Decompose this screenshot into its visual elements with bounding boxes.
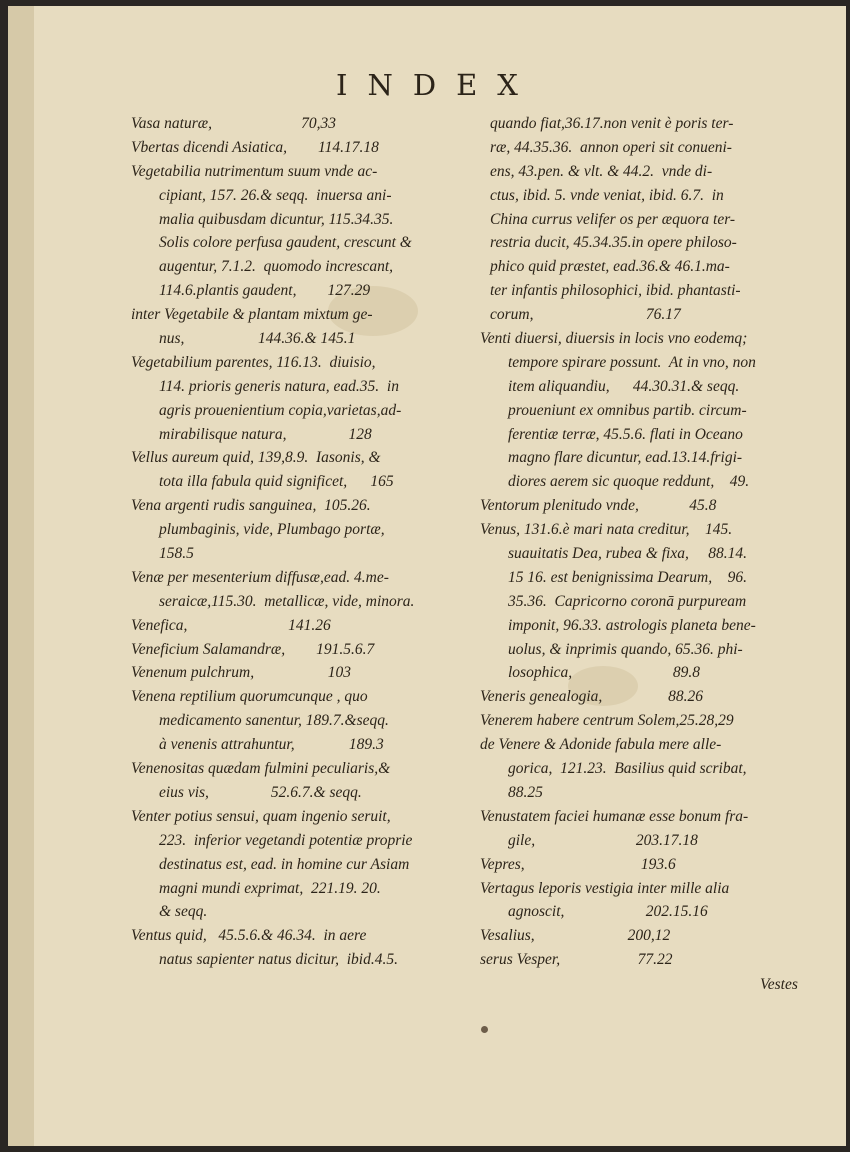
index-line: diores aerem sic quoque reddunt, 49. bbox=[508, 473, 750, 491]
index-line: tempore spirare possunt. At in vno, non bbox=[508, 353, 756, 371]
index-line: 114.6.plantis gaudent, 127.29 bbox=[159, 282, 371, 300]
index-line: Vertagus leporis vestigia inter mille alia bbox=[480, 879, 730, 897]
index-line: medicamento sanentur, 189.7.&seqq. bbox=[159, 712, 389, 730]
index-line: plumbaginis, vide, Plumbago portæ, bbox=[159, 521, 385, 539]
index-line: ens, 43.pen. & vlt. & 44.2. vnde di- bbox=[490, 162, 713, 180]
index-line: Venerem habere centrum Solem,25.28,29 bbox=[480, 712, 734, 730]
index-line: Solis colore perfusa gaudent, crescunt & bbox=[159, 234, 412, 252]
index-line: inter Vegetabile & plantam mixtum ge- bbox=[131, 306, 373, 324]
index-line: China currus velifer os per æquora ter- bbox=[490, 210, 736, 228]
index-line: uolus, & inprimis quando, 65.36. phi- bbox=[508, 640, 743, 658]
index-line: Venenum pulchrum, 103 bbox=[131, 664, 351, 682]
index-line: 223. inferior vegetandi potentiæ proprie bbox=[159, 831, 413, 849]
index-line: destinatus est, ead. in homine cur Asiam bbox=[159, 855, 410, 873]
index-line: Venæ per mesenterium diffusæ,ead. 4.me- bbox=[131, 568, 389, 586]
index-line: agnoscit, 202.15.16 bbox=[508, 903, 708, 921]
index-line: Veneris genealogia, 88.26 bbox=[480, 688, 704, 706]
index-line: 88.25 bbox=[508, 783, 543, 801]
index-line: augentur, 7.1.2. quomodo increscant, bbox=[159, 258, 394, 276]
index-line: malia quibusdam dicuntur, 115.34.35. bbox=[159, 210, 394, 228]
index-line: ferentiæ terræ, 45.5.6. flati in Oceano bbox=[508, 425, 743, 443]
index-line: cipiant, 157. 26.& seqq. inuersa ani- bbox=[159, 186, 392, 204]
index-line: restria ducit, 45.34.35.in opere philoso- bbox=[490, 234, 737, 252]
index-line: à venenis attrahuntur, 189.3 bbox=[159, 736, 384, 754]
index-line: Vbertas dicendi Asiatica, 114.17.18 bbox=[131, 138, 379, 156]
index-line: Venenositas quædam fulmini peculiaris,& bbox=[131, 760, 391, 778]
index-line: gile, 203.17.18 bbox=[508, 831, 698, 849]
index-line: eius vis, 52.6.7.& seqq. bbox=[159, 783, 362, 801]
index-line: gorica, 121.23. Basilius quid scribat, bbox=[508, 760, 747, 778]
index-line: Vellus aureum quid, 139,8.9. Iasonis, & bbox=[131, 449, 381, 467]
index-line: agris prouenientium copia,varietas,ad- bbox=[159, 401, 402, 419]
index-line: Ventorum plenitudo vnde, 45.8 bbox=[480, 497, 717, 515]
book-page bbox=[8, 6, 846, 1146]
index-line: 114. prioris generis natura, ead.35. in bbox=[159, 377, 399, 395]
index-line: Venter potius sensui, quam ingenio seruit, bbox=[131, 807, 391, 825]
index-line: nus, 144.36.& 145.1 bbox=[159, 330, 356, 348]
index-line: ctus, ibid. 5. vnde veniat, ibid. 6.7. in bbox=[490, 186, 724, 204]
index-line: 158.5 bbox=[159, 545, 194, 563]
index-column-right bbox=[480, 112, 804, 972]
index-line: ræ, 44.35.36. annon operi sit conueni- bbox=[490, 138, 732, 156]
index-line: seraicæ,115.30. metallicæ, vide, minora. bbox=[159, 592, 415, 610]
index-line: Venus, 131.6.è mari nata creditur, 145. bbox=[480, 521, 733, 539]
index-line: serus Vesper, 77.22 bbox=[480, 951, 673, 969]
index-line: natus sapienter natus dicitur, ibid.4.5. bbox=[159, 951, 398, 969]
index-line: suauitatis Dea, rubea & fixa, 88.14. bbox=[508, 545, 747, 563]
index-line: Ventus quid, 45.5.6.& 46.34. in aere bbox=[131, 927, 367, 945]
index-line: Vepres, 193.6 bbox=[480, 855, 676, 873]
index-line: ter infantis philosophici, ibid. phantasti- bbox=[490, 282, 741, 300]
index-line: Venena reptilium quorumcunque , quo bbox=[131, 688, 368, 706]
page-title: INDEX bbox=[336, 68, 538, 102]
index-line: & seqq. bbox=[159, 903, 208, 921]
index-line: mirabilisque natura, 128 bbox=[159, 425, 372, 443]
index-line: phico quid præstet, ead.36.& 46.1.ma- bbox=[490, 258, 730, 276]
index-column-left bbox=[131, 112, 457, 972]
index-line: item aliquandiu, 44.30.31.& seqq. bbox=[508, 377, 740, 395]
index-line: quando fiat,36.17.non venit è poris ter- bbox=[490, 115, 734, 132]
index-line: losophica, 89.8 bbox=[508, 664, 701, 682]
index-line: 15 16. est benignissima Dearum, 96. bbox=[508, 568, 747, 586]
index-line: Venefica, 141.26 bbox=[131, 616, 331, 634]
index-line: Venustatem faciei humanæ esse bonum fra- bbox=[480, 807, 749, 825]
index-line: 35.36. Capricorno coronā purpuream bbox=[508, 592, 747, 610]
index-line: Veneficium Salamandræ, 191.5.6.7 bbox=[131, 640, 375, 658]
index-line: Vena argenti rudis sanguinea, 105.26. bbox=[131, 497, 371, 515]
index-line: de Venere & Adonide fabula mere alle- bbox=[480, 736, 722, 754]
index-line: tota illa fabula quid significet, 165 bbox=[159, 473, 394, 491]
index-line: Venti diuersi, diuersis in locis vno eodemq; bbox=[480, 330, 748, 348]
index-line: proueniunt ex omnibus partib. circum- bbox=[508, 401, 747, 419]
page-binding-edge bbox=[8, 6, 34, 1146]
index-line: imponit, 96.33. astrologis planeta bene- bbox=[508, 616, 756, 634]
index-line: Vesalius, 200,12 bbox=[480, 927, 671, 945]
index-line: Vasa naturæ, 70,33 bbox=[131, 115, 336, 132]
ink-spot bbox=[481, 1026, 488, 1033]
catchword: Vestes bbox=[760, 976, 798, 993]
index-line: corum, 76.17 bbox=[490, 306, 681, 324]
index-line: magno flare dicuntur, ead.13.14.frigi- bbox=[508, 449, 743, 467]
index-line: Vegetabilia nutrimentum suum vnde ac- bbox=[131, 162, 378, 180]
index-line: magni mundi exprimat, 221.19. 20. bbox=[159, 879, 381, 897]
index-line: Vegetabilium parentes, 116.13. diuisio, bbox=[131, 353, 376, 371]
